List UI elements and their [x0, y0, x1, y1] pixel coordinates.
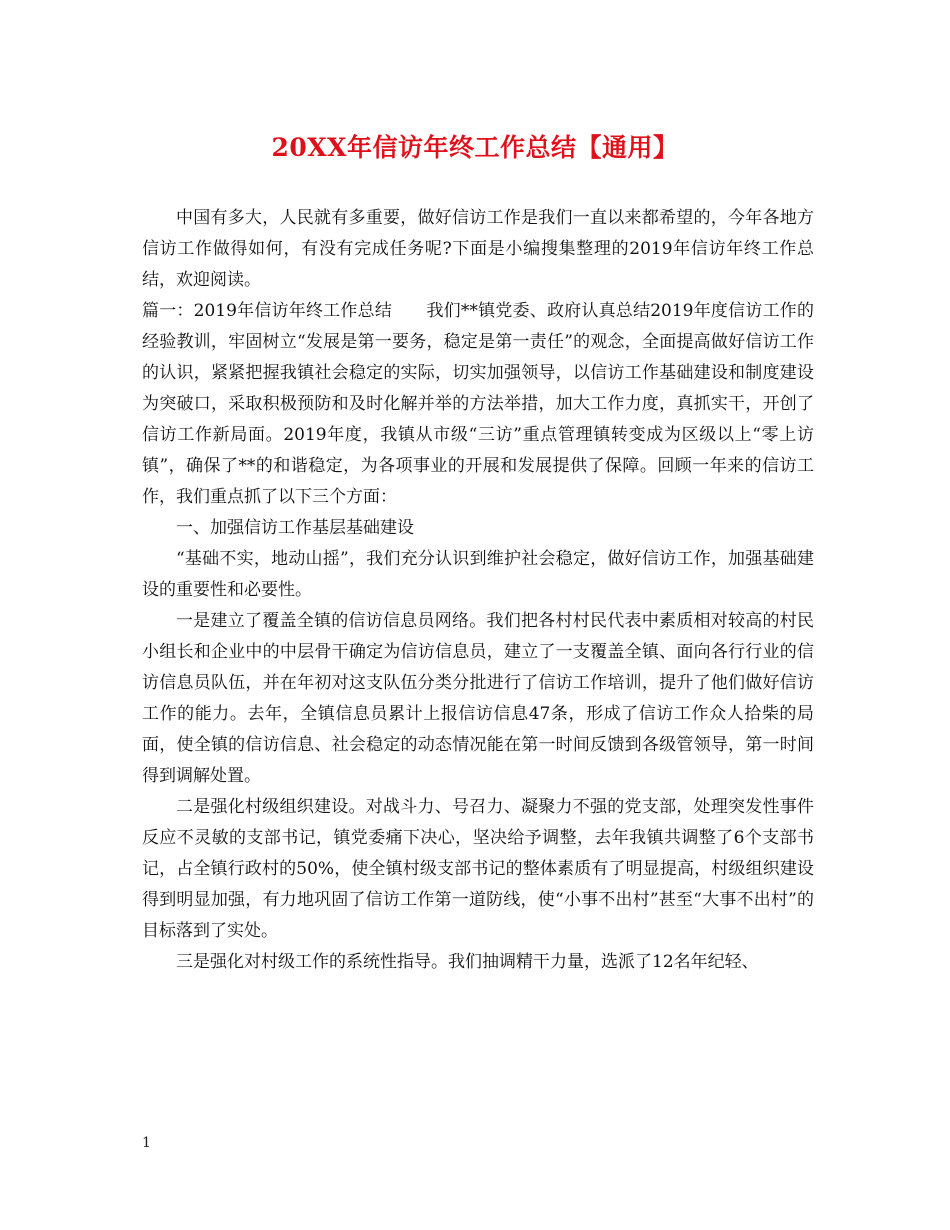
paragraph-foundation: “基础不实，地动山摇”，我们充分认识到维护社会稳定，做好信访工作，加强基础建设的重要性和必要性。: [142, 549, 814, 600]
paragraph-section-one: 篇一：2019年信访年终工作总结 我们**镇党委、政府认真总结2019年度信访工作的经验教训，牢固树立“发展是第一要务，稳定是第一责任”的观念，全面提高做好信访工作的认识，紧紧把握我镇社会稳定的实际，切实加强领导，以信访工作基础建设和制度建设为突破口，采取积极预防和及时化解并举的方法举措，加大工作力度，真抓实干，开创了信访工作新局面。2019年度，我镇从市级“三访”重点管理镇转变成为区级以上“零上访镇”，确保了**的和谐稳定，为各项事业的开展和发展提供了保障。回顾一年来的信访工作，我们重点抓了以下三个方面：: [142, 301, 814, 507]
page-number: 1: [142, 1135, 151, 1151]
paragraph-village-organization: 二是强化村级组织建设。对战斗力、号召力、凝聚力不强的党支部，处理突发性事件反应不灵敏的支部书记，镇党委痛下决心，坚决给予调整，去年我镇共调整了6个支部书记，占全镇行政村的50%，使全镇村级支部书记的整体素质有了明显提高，村级组织建设得到明显加强，有力地巩固了信访工作第一道防线，使“小事不出村”甚至“大事不出村”的目标落到了实处。: [142, 797, 814, 941]
document-title: 20XX年信访年终工作总结【通用】: [271, 133, 679, 162]
heading-basic-construction: 一、加强信访工作基层基础建设: [176, 518, 414, 538]
paragraph-informant-network: 一是建立了覆盖全镇的信访信息员网络。我们把各村村民代表中素质相对较高的村民小组长和企业中的中层骨干确定为信访信息员，建立了一支覆盖全镇、面向各行行业的信访信息员队伍，并在年初对这支队伍分类分批进行了信访工作培训，提升了他们做好信访工作的能力。去年，全镇信息员累计上报信访信息47条，形成了信访工作众人拾柴的局面，使全镇的信访信息、社会稳定的动态情况能在第一时间反馈到各级管领导，第一时间得到调解处置。: [142, 611, 814, 786]
paragraph-intro: 中国有多大，人民就有多重要，做好信访工作是我们一直以来都希望的，今年各地方信访工作做得如何，有没有完成任务呢?下面是小编搜集整理的2019年信访年终工作总结，欢迎阅读。: [142, 208, 814, 290]
document-body: [142, 203, 814, 978]
paragraph-village-guidance: 三是强化对村级工作的系统性指导。我们抽调精干力量，选派了12名年纪轻、: [176, 952, 759, 972]
